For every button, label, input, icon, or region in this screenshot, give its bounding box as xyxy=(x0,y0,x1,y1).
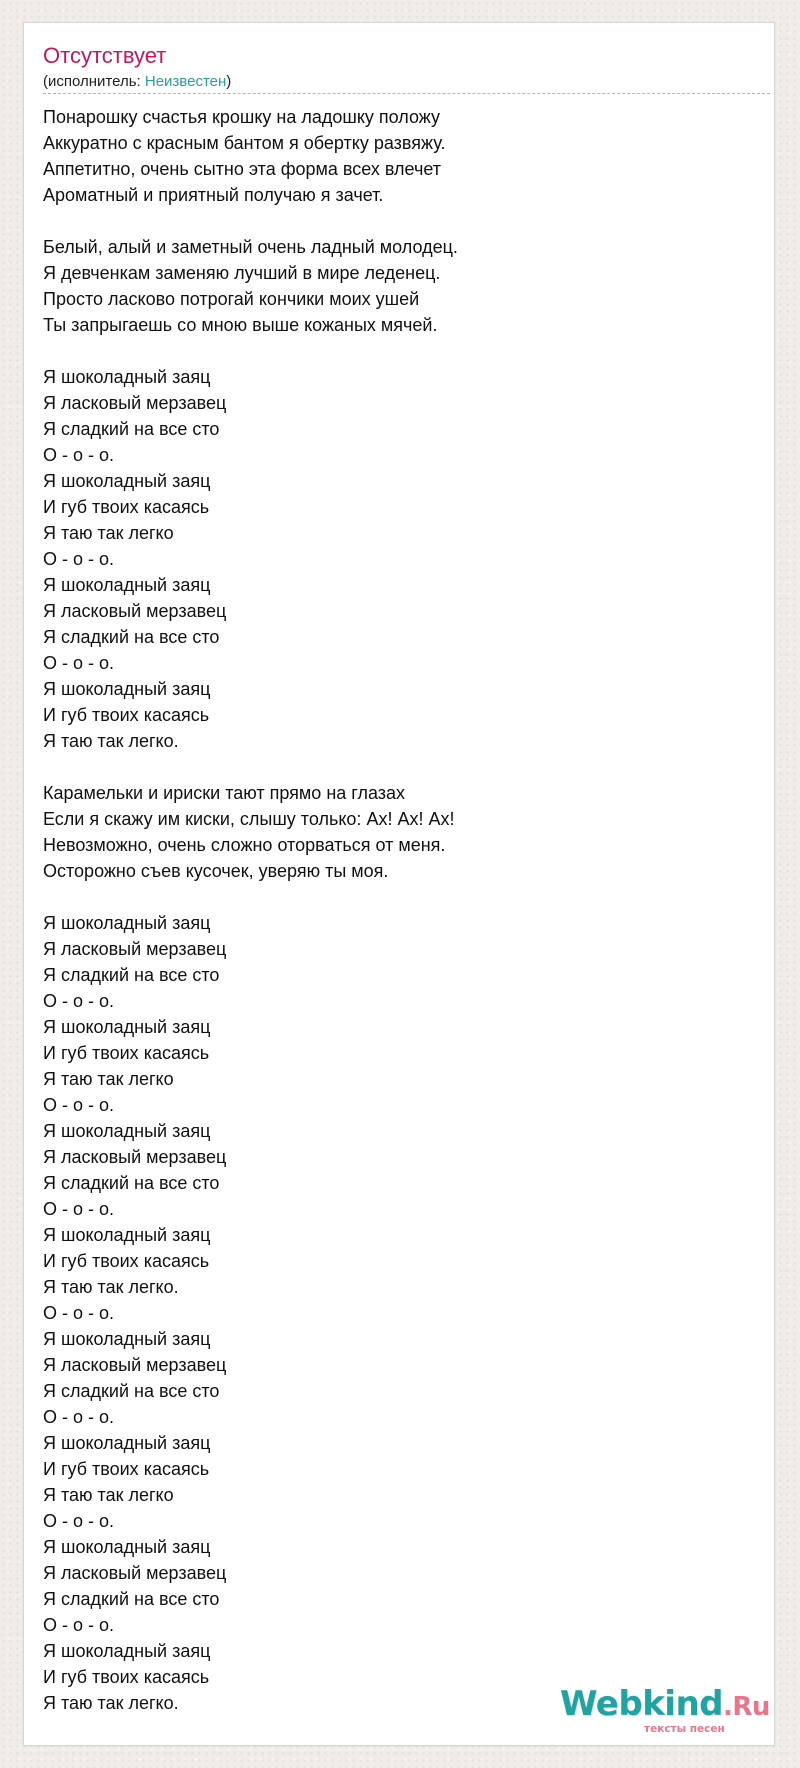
lyric-line: О - о - о. xyxy=(43,1095,115,1115)
lyric-line: Я шоколадный заяц xyxy=(43,1225,211,1245)
lyric-line: И губ твоих касаясь xyxy=(43,497,210,517)
lyric-line: Я сладкий на все сто xyxy=(43,627,220,647)
lyric-line: Я шоколадный заяц xyxy=(43,1641,211,1661)
lyric-line: И губ твоих касаясь xyxy=(43,1667,210,1687)
lyric-line: Я шоколадный заяц xyxy=(43,1329,211,1349)
lyric-line: Я ласковый мерзавец xyxy=(43,1563,227,1583)
lyrics-card xyxy=(23,22,775,1746)
lyric-line: Я таю так легко. xyxy=(43,1277,179,1297)
site-logo[interactable] xyxy=(560,1684,780,1744)
lyric-line: О - о - о. xyxy=(43,1407,115,1427)
lyric-line: Карамельки и ириски тают прямо на глазах xyxy=(43,783,406,803)
lyric-line: Просто ласково потрогай кончики моих ушей xyxy=(43,289,420,309)
logo-brand: Webkind xyxy=(560,1684,723,1724)
lyric-line: Я таю так легко xyxy=(43,1069,174,1089)
artist-prefix: (исполнитель: xyxy=(43,73,145,90)
lyric-line: О - о - о. xyxy=(43,1511,115,1531)
lyric-line: Я ласковый мерзавец xyxy=(43,601,227,621)
lyric-line: И губ твоих касаясь xyxy=(43,1459,210,1479)
lyric-blank-line xyxy=(43,884,743,910)
lyric-line: Я сладкий на все сто xyxy=(43,1589,220,1609)
lyric-line: Я шоколадный заяц xyxy=(43,1537,211,1557)
lyric-line: Я сладкий на все сто xyxy=(43,965,220,985)
lyric-line: Невозможно, очень сложно оторваться от меня. xyxy=(43,835,446,855)
lyric-line: Я шоколадный заяц xyxy=(43,575,211,595)
lyric-line: И губ твоих касаясь xyxy=(43,1043,210,1063)
lyric-line: Ты запрыгаешь со мною выше кожаных мячей. xyxy=(43,315,438,335)
lyric-line: О - о - о. xyxy=(43,991,115,1011)
lyric-line: И губ твоих касаясь xyxy=(43,1251,210,1271)
lyric-line: Белый, алый и заметный очень ладный молодец. xyxy=(43,237,458,257)
artist-suffix: ) xyxy=(226,73,232,90)
title-divider xyxy=(43,93,770,94)
logo-tld: .Ru xyxy=(723,1692,770,1722)
lyric-line: Ароматный и приятный получаю я зачет. xyxy=(43,185,384,205)
lyric-line: О - о - о. xyxy=(43,445,115,465)
lyric-line: О - о - о. xyxy=(43,653,115,673)
lyric-blank-line xyxy=(43,338,743,364)
lyric-blank-line xyxy=(43,754,743,780)
lyric-line: Я шоколадный заяц xyxy=(43,1433,211,1453)
lyric-line: Я сладкий на все сто xyxy=(43,419,220,439)
lyric-line: Я ласковый мерзавец xyxy=(43,939,227,959)
lyric-line: Аппетитно, очень сытно эта форма всех влечет xyxy=(43,159,442,179)
logo-wordmark xyxy=(560,1684,770,1727)
lyric-line: Я ласковый мерзавец xyxy=(43,1355,227,1375)
artist-link[interactable]: Неизвестен xyxy=(144,73,227,90)
lyric-line: Я сладкий на все сто xyxy=(43,1381,220,1401)
lyric-line: Я таю так легко xyxy=(43,1485,174,1505)
lyric-line: О - о - о. xyxy=(43,549,115,569)
lyrics-text xyxy=(43,104,743,1716)
lyric-line: Я шоколадный заяц xyxy=(43,471,211,491)
lyric-line: Я шоколадный заяц xyxy=(43,1121,211,1141)
lyric-line: О - о - о. xyxy=(43,1199,115,1219)
lyric-line: О - о - о. xyxy=(43,1615,115,1635)
lyric-line: Я таю так легко. xyxy=(43,1693,179,1713)
lyric-line: Понарошку счастья крошку на ладошку положу xyxy=(43,107,441,127)
lyric-blank-line xyxy=(43,208,743,234)
lyric-line: Если я скажу им киски, слышу только: Ах! Ах! Ах! xyxy=(43,809,455,829)
lyric-line: И губ твоих касаясь xyxy=(43,705,210,725)
lyric-line: О - о - о. xyxy=(43,1303,115,1323)
lyric-line: Я девченкам заменяю лучший в мире леденец. xyxy=(43,263,441,283)
lyric-line: Осторожно съев кусочек, уверяю ты моя. xyxy=(43,861,389,881)
lyric-line: Я шоколадный заяц xyxy=(43,679,211,699)
artist-line xyxy=(43,73,231,91)
lyric-line: Я ласковый мерзавец xyxy=(43,1147,227,1167)
lyric-line: Я ласковый мерзавец xyxy=(43,393,227,413)
lyric-line: Я шоколадный заяц xyxy=(43,367,211,387)
lyric-line: Я сладкий на все сто xyxy=(43,1173,220,1193)
logo-tagline: тексты песен xyxy=(644,1723,725,1735)
lyric-line: Я таю так легко. xyxy=(43,731,179,751)
song-title: Отсутствует xyxy=(43,43,167,68)
lyric-line: Аккуратно с красным бантом я обертку развяжу. xyxy=(43,133,446,153)
lyric-line: Я шоколадный заяц xyxy=(43,1017,211,1037)
lyric-line: Я шоколадный заяц xyxy=(43,913,211,933)
lyric-line: Я таю так легко xyxy=(43,523,174,543)
